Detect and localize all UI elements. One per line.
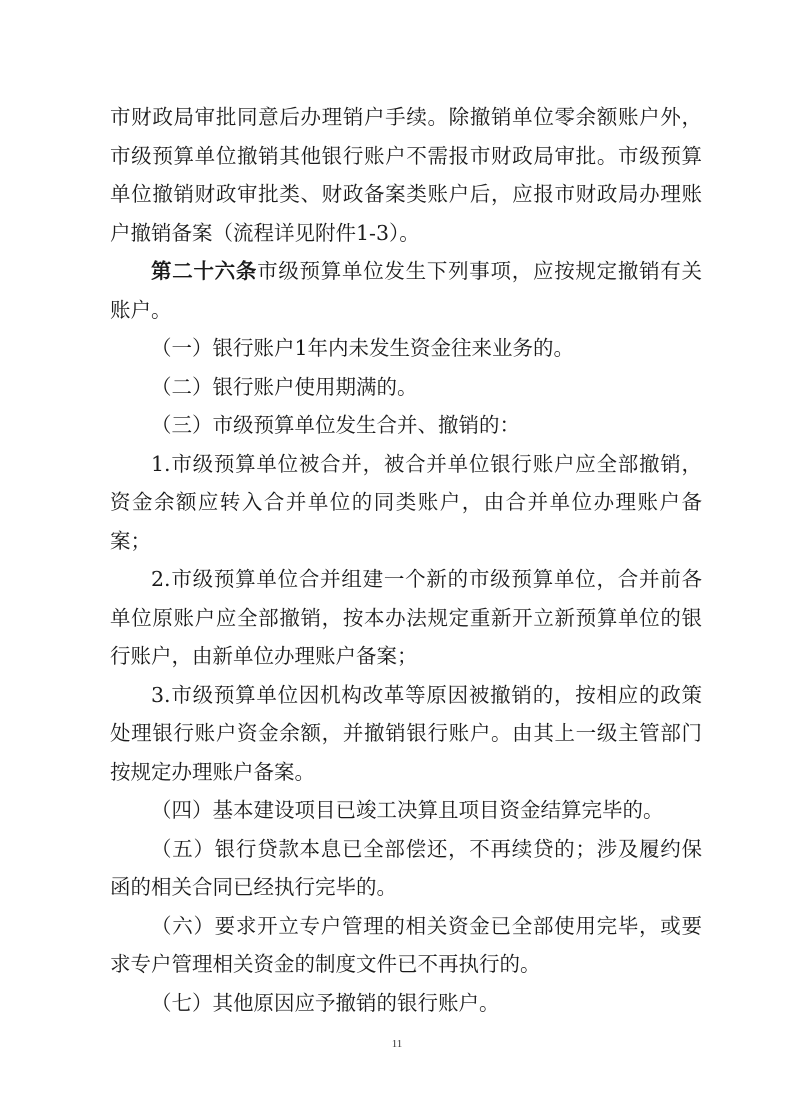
item-1: （一）银行账户1年内未发生资金往来业务的。 bbox=[151, 336, 575, 360]
item-3-sub-3: 3.市级预算单位因机构改革等原因被撤销的，按相应的政策处理银行账户资金余额，并撤销银行账户。由其上一级主管部门按规定办理账户备案。 bbox=[110, 682, 702, 784]
article-26-text: 市级预算单位发生下列事项，应按规定撤销有关账户。 bbox=[110, 259, 703, 322]
item-4: （四）基本建设项目已竣工决算且项目资金结算完毕的。 bbox=[151, 798, 664, 822]
item-7: （七）其他原因应予撤销的银行账户。 bbox=[151, 990, 500, 1015]
item-5: （五）银行贷款本息已全部偿还，不再续贷的；涉及履约保函的相关合同已经执行完毕的。 bbox=[110, 836, 702, 899]
paragraph-1: 市财政局审批同意后办理销户手续。除撤销单位零余额账户外，市级预算单位撤销其他银行账户不需报市财政局审批。市级预算单位撤销财政审批类、财政备案类账户后，应报市财政局办理账户撤销备案（流程详见附件1-3）。 bbox=[110, 105, 702, 245]
item-2: （二）银行账户使用期满的。 bbox=[151, 374, 418, 399]
article-heading: 第二十六条 bbox=[151, 259, 258, 283]
article-26-paragraph bbox=[110, 252, 702, 329]
page-number: 11 bbox=[391, 1038, 403, 1050]
item-3-sub-2: 2.市级预算单位合并组建一个新的市级预算单位，合并前各单位原账户应全部撤销，按本办法规定重新开立新预算单位的银行账户，由新单位办理账户备案； bbox=[110, 567, 702, 668]
item-3-sub-1: 1.市级预算单位被合并，被合并单位银行账户应全部撤销，资金余额应转入合并单位的同类账户，由合并单位办理账户备案； bbox=[110, 451, 702, 553]
item-3: （三）市级预算单位发生合并、撤销的： bbox=[151, 413, 520, 437]
document-body bbox=[110, 98, 702, 1022]
item-6: （六）要求开立专户管理的相关资金已全部使用完毕，或要求专户管理相关资金的制度文件已不再执行的。 bbox=[110, 913, 702, 976]
